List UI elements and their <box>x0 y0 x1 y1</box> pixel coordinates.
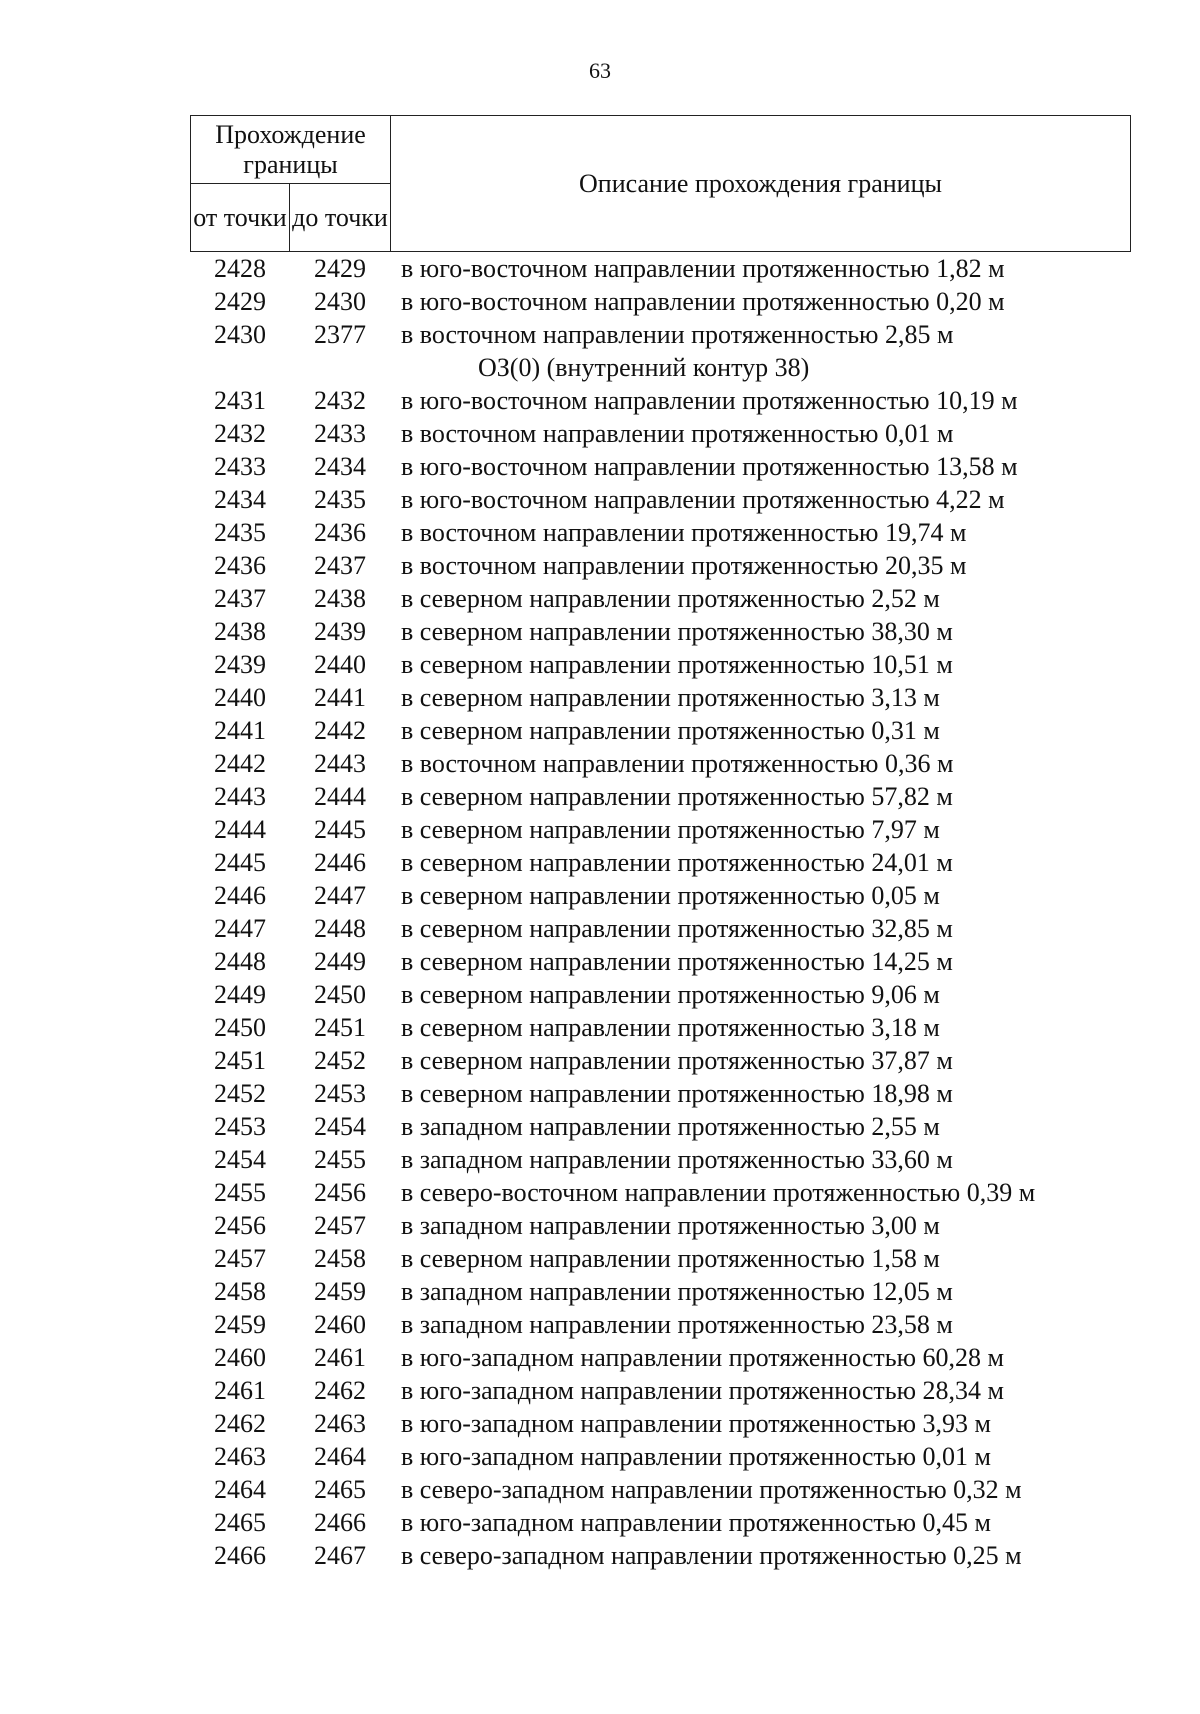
from-point: 2440 <box>214 683 266 712</box>
table-row <box>190 978 1150 1011</box>
table-row <box>190 1209 1150 1242</box>
to-point: 2440 <box>314 650 366 679</box>
to-point: 2429 <box>314 254 366 283</box>
boundary-description: в западном направлении протяженностью 12,05 м <box>401 1277 953 1306</box>
table-row <box>190 648 1150 681</box>
from-point: 2456 <box>214 1211 266 1240</box>
boundary-description: в северном направлении протяженностью 57,82 м <box>401 782 953 811</box>
boundary-description: в северо-западном направлении протяженностью 0,32 м <box>401 1475 1022 1504</box>
to-point: 2451 <box>314 1013 366 1042</box>
boundary-description: в юго-западном направлении протяженностью 3,93 м <box>401 1409 991 1438</box>
from-point: 2448 <box>214 947 266 976</box>
table-row <box>190 780 1150 813</box>
from-point: 2439 <box>214 650 266 679</box>
boundary-description: в северном направлении протяженностью 14,25 м <box>401 947 953 976</box>
table-row <box>190 252 1150 285</box>
to-point: 2456 <box>314 1178 366 1207</box>
table-row <box>190 1110 1150 1143</box>
table-row <box>190 318 1150 351</box>
boundary-description: в юго-западном направлении протяженностью 60,28 м <box>401 1343 1004 1372</box>
from-point: 2443 <box>214 782 266 811</box>
from-point: 2447 <box>214 914 266 943</box>
from-point: 2438 <box>214 617 266 646</box>
from-point: 2461 <box>214 1376 266 1405</box>
to-point: 2467 <box>314 1541 366 1570</box>
to-point: 2432 <box>314 386 366 415</box>
from-point: 2454 <box>214 1145 266 1174</box>
boundary-description: в юго-западном направлении протяженностью 0,45 м <box>401 1508 991 1537</box>
from-point: 2432 <box>214 419 266 448</box>
boundary-description: в северном направлении протяженностью 2,52 м <box>401 584 940 613</box>
to-point: 2463 <box>314 1409 366 1438</box>
to-point: 2454 <box>314 1112 366 1141</box>
to-point: 2433 <box>314 419 366 448</box>
to-point: 2466 <box>314 1508 366 1537</box>
from-point: 2442 <box>214 749 266 778</box>
to-point: 2446 <box>314 848 366 877</box>
from-point: 2457 <box>214 1244 266 1273</box>
from-point: 2459 <box>214 1310 266 1339</box>
boundary-description: в северо-восточном направлении протяженностью 0,39 м <box>401 1178 1036 1207</box>
boundary-description: в юго-восточном направлении протяженностью 10,19 м <box>401 386 1018 415</box>
from-point: 2441 <box>214 716 266 745</box>
boundary-description: в северном направлении протяженностью 10,51 м <box>401 650 953 679</box>
table-row <box>190 1341 1150 1374</box>
to-point: 2445 <box>314 815 366 844</box>
from-point: 2429 <box>214 287 266 316</box>
table-row <box>190 1473 1150 1506</box>
to-point: 2464 <box>314 1442 366 1471</box>
table-row <box>190 1308 1150 1341</box>
boundary-description: в юго-западном направлении протяженностью 28,34 м <box>401 1376 1004 1405</box>
to-point: 2442 <box>314 716 366 745</box>
table-row <box>190 681 1150 714</box>
from-point: 2453 <box>214 1112 266 1141</box>
to-point: 2452 <box>314 1046 366 1075</box>
boundary-description: в западном направлении протяженностью 3,00 м <box>401 1211 940 1240</box>
table-row <box>190 1242 1150 1275</box>
from-point: 2464 <box>214 1475 266 1504</box>
from-point: 2466 <box>214 1541 266 1570</box>
table-row <box>190 1539 1150 1572</box>
from-point: 2444 <box>214 815 266 844</box>
from-point: 2431 <box>214 386 266 415</box>
from-point: 2445 <box>214 848 266 877</box>
to-point: 2439 <box>314 617 366 646</box>
boundary-description: в юго-западном направлении протяженностью 0,01 м <box>401 1442 991 1471</box>
to-point: 2437 <box>314 551 366 580</box>
to-point: 2462 <box>314 1376 366 1405</box>
header-description-title: Описание прохождения границы <box>391 116 1131 252</box>
from-point: 2450 <box>214 1013 266 1042</box>
boundary-description: в восточном направлении протяженностью 19,74 м <box>401 518 967 547</box>
boundary-description: в северном направлении протяженностью 0,05 м <box>401 881 940 910</box>
to-point: 2455 <box>314 1145 366 1174</box>
table-row <box>190 1374 1150 1407</box>
table-header <box>190 115 1131 252</box>
boundary-description: в северном направлении протяженностью 32,85 м <box>401 914 953 943</box>
to-point: 2438 <box>314 584 366 613</box>
from-point: 2433 <box>214 452 266 481</box>
to-point: 2377 <box>314 320 366 349</box>
from-point: 2434 <box>214 485 266 514</box>
table-row <box>190 615 1150 648</box>
to-point: 2460 <box>314 1310 366 1339</box>
table-row <box>190 879 1150 912</box>
table-row <box>190 1011 1150 1044</box>
from-point: 2435 <box>214 518 266 547</box>
to-point: 2435 <box>314 485 366 514</box>
to-point: 2453 <box>314 1079 366 1108</box>
boundary-description: в северном направлении протяженностью 18,98 м <box>401 1079 953 1108</box>
boundary-description: в западном направлении протяженностью 2,55 м <box>401 1112 940 1141</box>
from-point: 2463 <box>214 1442 266 1471</box>
table-row <box>190 747 1150 780</box>
boundary-description: в юго-восточном направлении протяженностью 4,22 м <box>401 485 1005 514</box>
boundary-description: в западном направлении протяженностью 33,60 м <box>401 1145 953 1174</box>
to-point: 2449 <box>314 947 366 976</box>
boundary-description: в юго-восточном направлении протяженностью 0,20 м <box>401 287 1005 316</box>
to-point: 2448 <box>314 914 366 943</box>
section-heading-row <box>190 351 1150 384</box>
to-point: 2447 <box>314 881 366 910</box>
boundary-description: в северо-западном направлении протяженностью 0,25 м <box>401 1541 1022 1570</box>
boundary-description: в восточном направлении протяженностью 20,35 м <box>401 551 967 580</box>
table-row <box>190 1506 1150 1539</box>
from-point: 2458 <box>214 1277 266 1306</box>
header-to-point: до точки <box>289 184 390 252</box>
boundary-description: в восточном направлении протяженностью 0,01 м <box>401 419 954 448</box>
boundary-description: в северном направлении протяженностью 3,13 м <box>401 683 940 712</box>
boundary-description: в северном направлении протяженностью 1,58 м <box>401 1244 940 1273</box>
table-row <box>190 813 1150 846</box>
from-point: 2460 <box>214 1343 266 1372</box>
boundary-description: в северном направлении протяженностью 37,87 м <box>401 1046 953 1075</box>
table-row <box>190 1044 1150 1077</box>
from-point: 2446 <box>214 881 266 910</box>
boundary-description: в восточном направлении протяженностью 0,36 м <box>401 749 954 778</box>
header-from-point: от точки <box>191 184 290 252</box>
from-point: 2436 <box>214 551 266 580</box>
from-point: 2462 <box>214 1409 266 1438</box>
boundary-description: в северном направлении протяженностью 9,06 м <box>401 980 940 1009</box>
to-point: 2430 <box>314 287 366 316</box>
table-row <box>190 483 1150 516</box>
page-number: 63 <box>589 58 611 83</box>
table-row <box>190 714 1150 747</box>
boundary-description: в юго-восточном направлении протяженностью 1,82 м <box>401 254 1005 283</box>
from-point: 2451 <box>214 1046 266 1075</box>
table-row <box>190 417 1150 450</box>
table-row <box>190 549 1150 582</box>
boundary-description: в восточном направлении протяженностью 2,85 м <box>401 320 954 349</box>
table-row <box>190 945 1150 978</box>
boundary-description: в юго-восточном направлении протяженностью 13,58 м <box>401 452 1018 481</box>
table-row <box>190 1077 1150 1110</box>
to-point: 2458 <box>314 1244 366 1273</box>
table-row <box>190 846 1150 879</box>
table-row <box>190 516 1150 549</box>
to-point: 2461 <box>314 1343 366 1372</box>
table-row <box>190 384 1150 417</box>
table-row <box>190 1143 1150 1176</box>
from-point: 2449 <box>214 980 266 1009</box>
table-row <box>190 582 1150 615</box>
table-row <box>190 1440 1150 1473</box>
table-row <box>190 1176 1150 1209</box>
from-point: 2430 <box>214 320 266 349</box>
to-point: 2441 <box>314 683 366 712</box>
boundary-description: в северном направлении протяженностью 3,18 м <box>401 1013 940 1042</box>
boundary-description: в северном направлении протяженностью 24,01 м <box>401 848 953 877</box>
from-point: 2428 <box>214 254 266 283</box>
section-heading: ОЗ(0) (внутренний контур 38) <box>478 353 810 382</box>
boundary-description: в северном направлении протяженностью 0,31 м <box>401 716 940 745</box>
table-row <box>190 285 1150 318</box>
boundary-description: в северном направлении протяженностью 7,97 м <box>401 815 940 844</box>
header-group-title: Прохождение границы <box>191 116 391 184</box>
to-point: 2459 <box>314 1277 366 1306</box>
boundary-description: в северном направлении протяженностью 38,30 м <box>401 617 953 646</box>
to-point: 2444 <box>314 782 366 811</box>
from-point: 2455 <box>214 1178 266 1207</box>
to-point: 2457 <box>314 1211 366 1240</box>
to-point: 2436 <box>314 518 366 547</box>
to-point: 2434 <box>314 452 366 481</box>
to-point: 2450 <box>314 980 366 1009</box>
table-row <box>190 1275 1150 1308</box>
boundary-rows <box>190 252 1150 1572</box>
to-point: 2465 <box>314 1475 366 1504</box>
table-row <box>190 1407 1150 1440</box>
boundary-description: в западном направлении протяженностью 23,58 м <box>401 1310 953 1339</box>
table-row <box>190 912 1150 945</box>
table-row <box>190 450 1150 483</box>
from-point: 2437 <box>214 584 266 613</box>
from-point: 2452 <box>214 1079 266 1108</box>
to-point: 2443 <box>314 749 366 778</box>
from-point: 2465 <box>214 1508 266 1537</box>
